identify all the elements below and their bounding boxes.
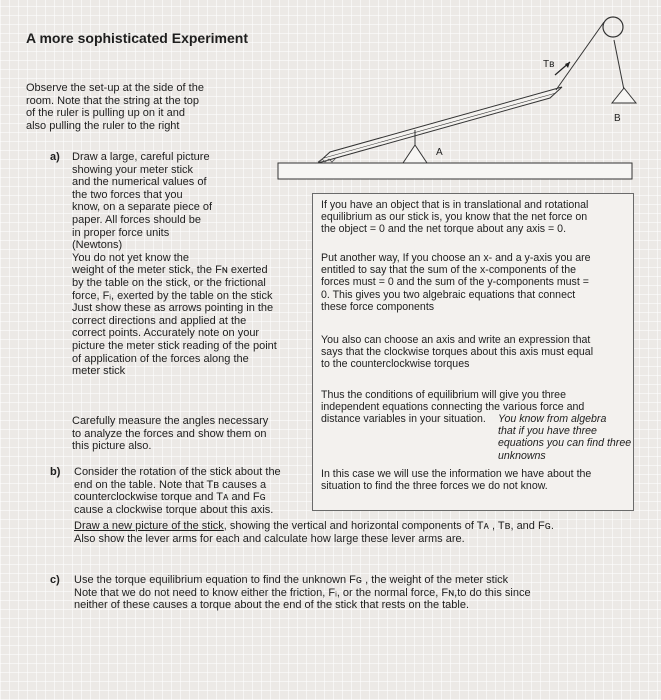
part-a-text-2: Carefully measure the angles necessary to analyze the forces and show them on this picture also. — [72, 415, 269, 453]
box-paragraph-4-italic: You know from algebra that if you have three equations you can find three unknowns — [498, 413, 632, 462]
part-b-line — [74, 520, 554, 533]
part-b-marker: b) — [50, 466, 61, 478]
part-a-text: Draw a large, careful picture showing your meter stick and the numerical values of the two forces that you know, on a separate piece of paper. All forces should be in proper force units (Newtons) You do not yet know the weight of the meter stick, the Fɴ exerted by the table on the stick, or the frictional force, Fᵢ, exerted by the table on the stick Just show these as arrows pointing in the correct directions and applied at the correct points. Accurately note on your picture the meter stick reading of the point of application of the forces along the meter stick — [72, 151, 277, 378]
part-b-rest: , showing the vertical and horizontal components of Tᴀ , Tʙ, and Fɢ. — [223, 520, 554, 532]
table-shape — [278, 163, 632, 179]
box-paragraph-5: In this case we will use the information we have about the situation to find the three forces we do not know. — [321, 468, 592, 493]
stand-b — [614, 40, 624, 90]
intro-paragraph: Observe the set-up at the side of the room. Note that the string at the top of the ruler is pulling up on it and also pulling the ruler to the right — [26, 82, 204, 132]
part-b-underlined: Draw a new picture of the stick — [74, 520, 224, 532]
box-paragraph-3: You also can choose an axis and write an expression that says that the clockwise torques about this axis must equal to the counterclockwise torques — [321, 334, 594, 371]
part-c-text: Use the torque equilibrium equation to find the unknown Fɢ , the weight of the meter stick Note that we do not need to know either the friction, Fᵢ, or the normal force, Fɴ,to do this since neither of these causes a torque about the end of the stick that rests on the table. — [74, 574, 531, 612]
page-title: A more sophisticated Experiment — [26, 30, 248, 46]
part-b-line-2: Also show the lever arms for each and calculate how large these lever arms are. — [74, 533, 465, 545]
part-b-text: Consider the rotation of the stick about the end on the table. Note that Tʙ causes a counterclockwise torque and Tᴀ and Fɢ cause a clockwise torque about this axis. — [74, 466, 281, 516]
tension-label: Tʙ — [543, 59, 555, 70]
part-a-marker: a) — [50, 151, 60, 163]
string-b — [556, 22, 604, 90]
label-a: A — [436, 147, 443, 158]
pulley — [603, 17, 623, 37]
box-paragraph-1: If you have an object that is in translational and rotational equilibrium as our stick is, you know that the net force on the object = 0 and the net torque about any axis = 0. — [321, 199, 589, 236]
part-c-marker: c) — [50, 574, 60, 586]
support-b — [612, 88, 636, 103]
info-box — [312, 193, 634, 511]
support-a — [403, 145, 427, 163]
label-b: B — [614, 113, 621, 124]
box-paragraph-2: Put another way, If you choose an x- and a y-axis you are entitled to say that the sum of the x-components of the forces must = 0 and the sum of the y-components must = 0. This gives you two algebraic equations that connect these force components — [321, 252, 591, 313]
box-paragraph-4: Thus the conditions of equilibrium will give you three independent equations connecting the various force and distance variables in your situation. — [321, 389, 585, 426]
